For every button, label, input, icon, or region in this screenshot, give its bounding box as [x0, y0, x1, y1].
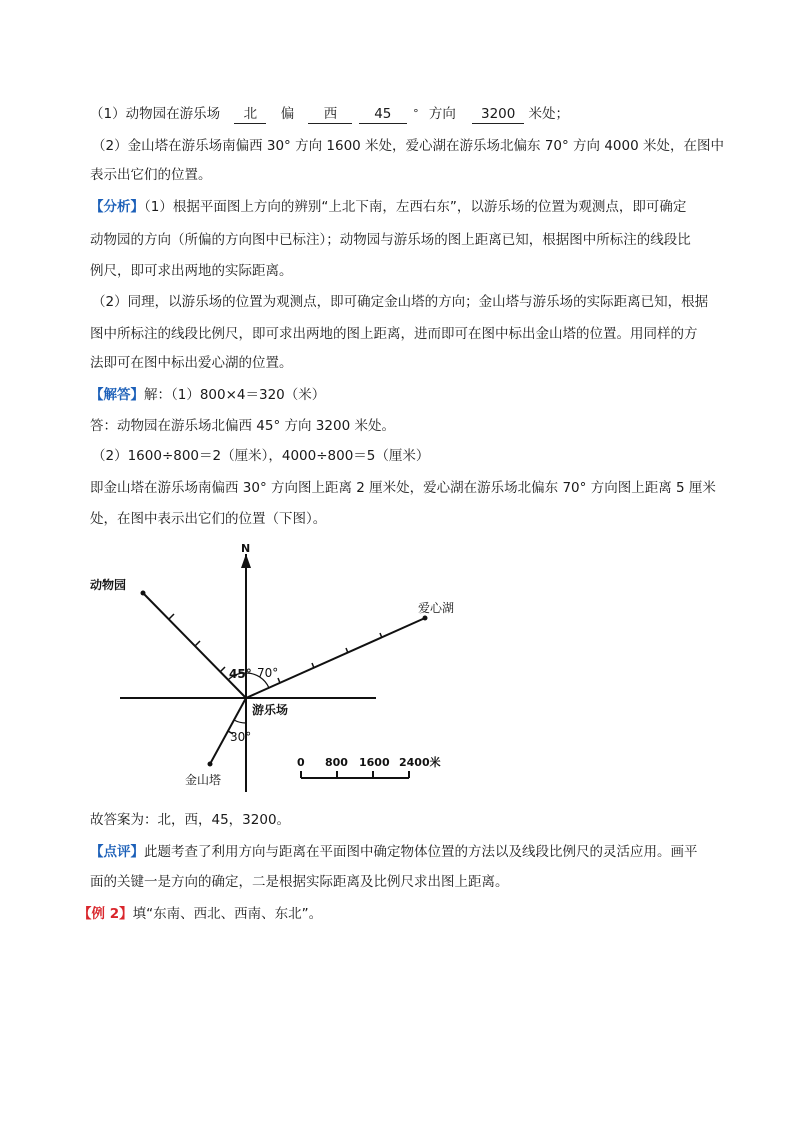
park-label: 游乐场: [252, 703, 289, 717]
final-answer: 故答案为：北，西，45，3200。: [90, 812, 291, 828]
answer-blank-3: 45: [359, 106, 407, 124]
example-2-tag: 【例 2】: [78, 906, 133, 922]
scale-label-3: 2400米: [399, 756, 441, 769]
north-label: N: [241, 542, 251, 555]
analysis-line2: 动物园的方向（所偏的方向图中已标注）；动物园与游乐场的图上距离已知，根据图中所标注的线段比: [90, 232, 691, 248]
analysis-line4: （2）同理，以游乐场的位置为观测点，即可确定金山塔的方向；金山塔与游乐场的实际距离已知，根据: [92, 294, 709, 310]
scale-label-0: 0: [297, 756, 305, 769]
angle-45-label: 45°: [229, 667, 252, 681]
analysis-text-1: （1）根据平面图上方向的辨别“上北下南，左西右东”，以游乐场的位置为观测点，即可确定: [144, 199, 687, 215]
analysis-line6: 法即可在图中标出爱心湖的位置。: [90, 355, 293, 371]
answer-text-1: 解：（1）800×4＝320（米）: [144, 387, 326, 403]
zoo-label: 动物园: [90, 578, 127, 592]
tower-label: 金山塔: [185, 773, 222, 787]
answer-line2: 答：动物园在游乐场北偏西 45° 方向 3200 米处。: [90, 418, 395, 434]
q1-prefix: （1）动物园在游乐场: [90, 106, 221, 122]
tower-point: [208, 762, 213, 767]
analysis-line5: 图中所标注的线段比例尺，即可求出两地的图上距离，进而即可在图中标出金山塔的位置。用同样的方: [90, 326, 698, 342]
review-tag: 【点评】: [90, 844, 144, 860]
scale-label-1: 800: [325, 756, 348, 769]
answer-blank-1: 北: [234, 106, 266, 124]
answer-line1: [90, 385, 325, 405]
direction-diagram: [88, 540, 455, 796]
scale-label-2: 1600: [359, 756, 390, 769]
answer-blank-2: 西: [308, 106, 352, 124]
angle-30-label: 30°: [230, 730, 252, 744]
degree-sign: °: [413, 107, 419, 120]
analysis-line3: 例尺，即可求出两地的实际距离。: [90, 263, 293, 279]
answer-tag: 【解答】: [90, 387, 144, 403]
example-2: [78, 904, 322, 924]
q1-mid: 偏: [280, 106, 295, 122]
analysis-tag: 【分析】: [90, 199, 144, 215]
question-2-line2: 表示出它们的位置。: [90, 167, 212, 183]
answer-line3: （2）1600÷800＝2（厘米），4000÷800＝5（厘米）: [92, 448, 430, 464]
q1-dir: 方向: [428, 106, 456, 122]
answer-line4: 即金山塔在游乐场南偏西 30° 方向图上距离 2 厘米处，爱心湖在游乐场北偏东 70° 方向图上距离 5 厘米: [90, 480, 716, 496]
review-line2: 面的关键一是方向的确定，二是根据实际距离及比例尺求出图上距离。: [90, 874, 509, 890]
review-text-1: 此题考查了利用方向与距离在平面图中确定物体位置的方法以及线段比例尺的灵活应用。画平: [144, 844, 698, 860]
zoo-point: [141, 591, 146, 596]
example-2-text: 填“东南、西北、西南、东北”。: [132, 906, 323, 922]
angle-70-label: 70°: [257, 666, 279, 680]
lake-label: 爱心湖: [418, 601, 455, 615]
review-line1: [90, 842, 698, 862]
answer-line5: 处，在图中表示出它们的位置（下图）。: [90, 511, 327, 527]
answer-blank-4: 3200: [472, 106, 524, 124]
q1-suffix: 米处；: [528, 106, 569, 122]
question-2-line1: （2）金山塔在游乐场南偏西 30° 方向 1600 米处，爱心湖在游乐场北偏东 70° 方向 4000 米处，在图中: [92, 138, 724, 154]
lake-point: [423, 616, 428, 621]
question-1: [90, 104, 569, 124]
analysis-line1: [90, 197, 686, 217]
